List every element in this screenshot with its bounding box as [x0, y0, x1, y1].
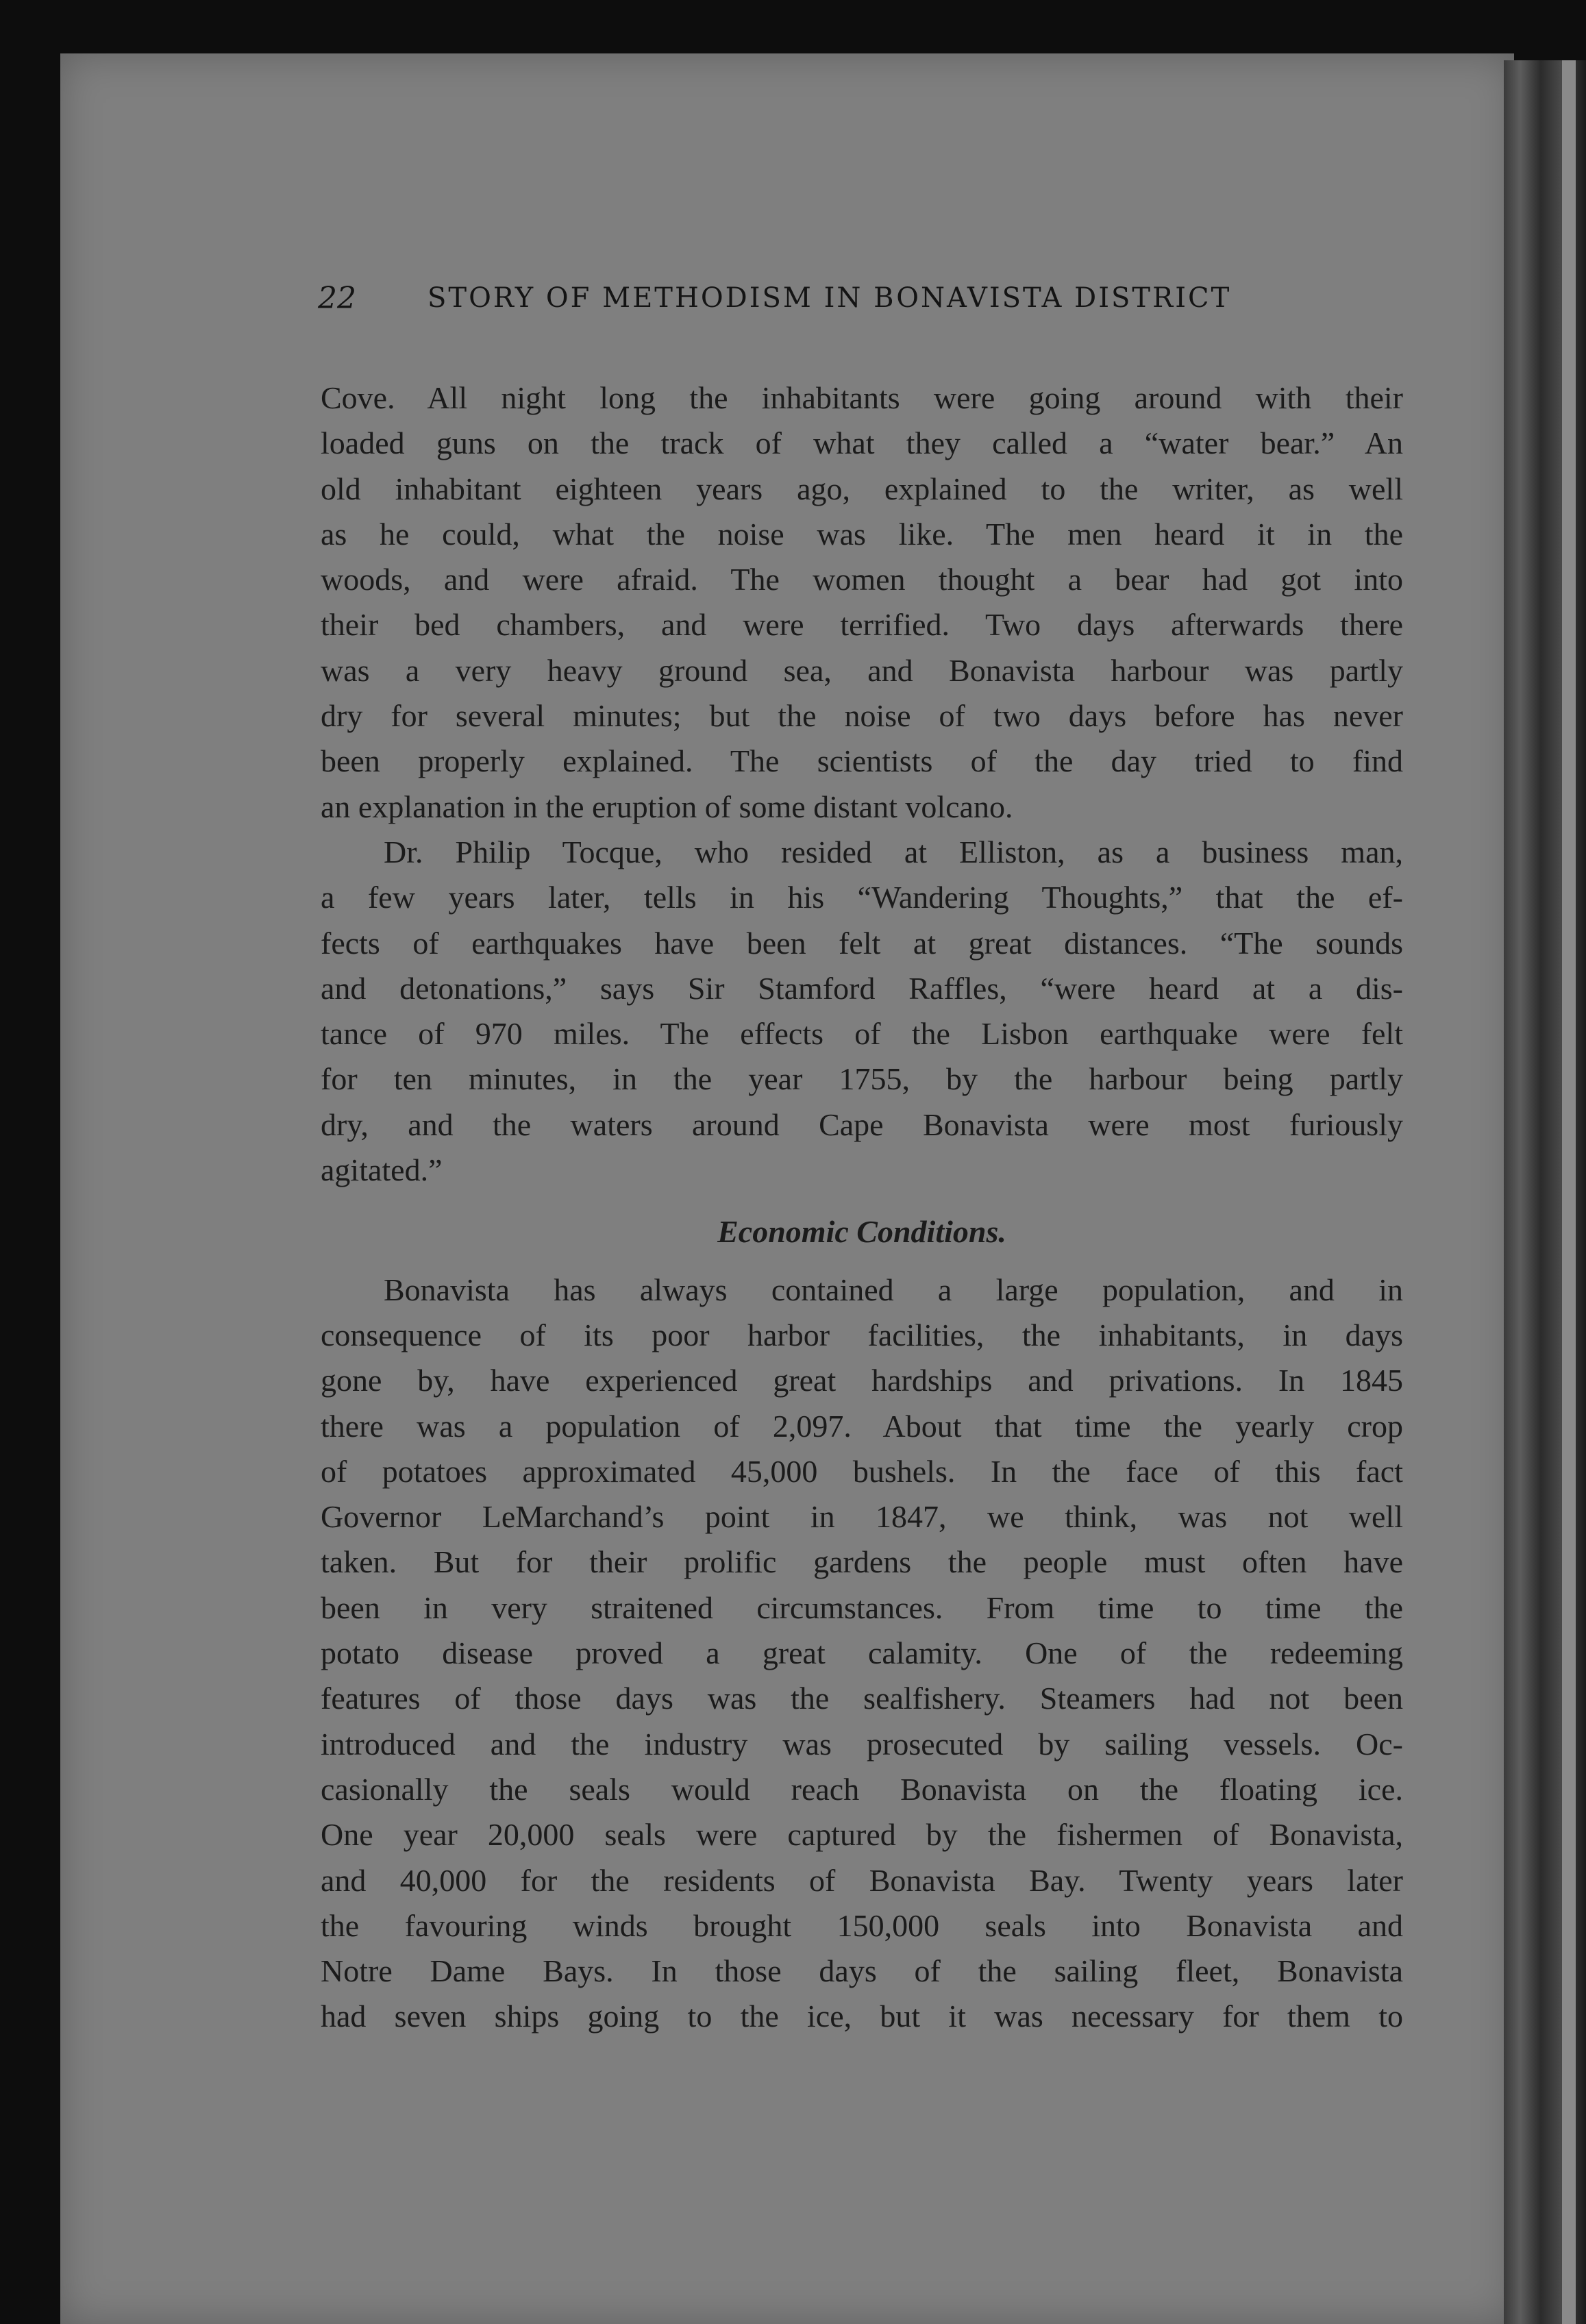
text-line: consequence of its poor harbor facilities, the inhabitants, in days — [321, 1317, 1403, 1352]
text-line: introduced and the industry was prosecuted by sailing vessels. Oc- — [321, 1726, 1403, 1761]
text-line: been in very straitened circumstances. From time to time the — [321, 1590, 1403, 1625]
text-line: and detonations,” says Sir Stamford Raffles, “were heard at a dis- — [321, 970, 1403, 1006]
body-text — [321, 375, 1403, 2040]
page-number: 22 — [318, 281, 356, 316]
text-line: gone by, have experienced great hardships and privations. In 1845 — [321, 1363, 1403, 1398]
text-line: and 40,000 for the residents of Bonavista Bay. Twenty years later — [321, 1862, 1403, 1898]
text-line: potato disease proved a great calamity. One of the redeeming — [321, 1635, 1403, 1671]
text-line: Notre Dame Bays. In those days of the sailing fleet, Bonavista — [321, 1953, 1403, 1989]
text-line: their bed chambers, and were terrified. Two days afterwards there — [321, 607, 1403, 643]
paragraph — [321, 1268, 1403, 2040]
text-line: casionally the seals would reach Bonavista on the floating ice. — [321, 1771, 1403, 1807]
paragraph — [321, 830, 1403, 1193]
text-line: the favouring winds brought 150,000 seals into Bonavista and — [321, 1907, 1403, 1943]
text-line: Cove. All night long the inhabitants were going around with their — [321, 380, 1403, 415]
text-line: Bonavista has always contained a large population, and in — [384, 1272, 1403, 1307]
text-line: been properly explained. The scientists of the day tried to find — [321, 743, 1403, 779]
text-line: fects of earthquakes have been felt at great distances. “The sounds — [321, 925, 1403, 961]
page-header — [318, 281, 1291, 322]
page-edge — [1562, 60, 1576, 2324]
running-head: STORY OF METHODISM IN BONAVISTA DISTRICT — [428, 282, 1232, 314]
section-heading: Economic Conditions. — [717, 1214, 1006, 1250]
text-line: features of those days was the sealfishery. Steamers had not been — [321, 1681, 1403, 1716]
paragraph — [321, 375, 1403, 830]
text-line: as he could, what the noise was like. The men heard it in the — [321, 516, 1403, 552]
text-line: loaded guns on the track of what they called a “water bear.” An — [321, 425, 1403, 461]
text-line: was a very heavy ground sea, and Bonavista harbour was partly — [321, 652, 1403, 688]
text-line: taken. But for their prolific gardens the people must often have — [321, 1544, 1403, 1580]
text-line: for ten minutes, in the year 1755, by the harbour being partly — [321, 1061, 1403, 1097]
text-line: Dr. Philip Tocque, who resided at Elliston, as a business man, — [384, 834, 1403, 869]
text-line: dry for several minutes; but the noise of two days before has never — [321, 698, 1403, 734]
text-line: agitated.” — [321, 1152, 443, 1188]
text-line: tance of 970 miles. The effects of the Lisbon earthquake were felt — [321, 1016, 1403, 1052]
text-line: old inhabitant eighteen years ago, explained to the writer, as well — [321, 471, 1403, 506]
text-line: dry, and the waters around Cape Bonavista were most furiously — [321, 1107, 1403, 1142]
text-line: woods, and were afraid. The women thought a bear had got into — [321, 562, 1403, 597]
text-line: there was a population of 2,097. About that time the yearly crop — [321, 1408, 1403, 1444]
text-line: had seven ships going to the ice, but it was necessary for them to — [321, 1999, 1403, 2034]
text-line: a few years later, tells in his “Wandering Thoughts,” that the ef- — [321, 880, 1403, 915]
text-line: One year 20,000 seals were captured by the fishermen of Bonavista, — [321, 1817, 1403, 1853]
text-line: of potatoes approximated 45,000 bushels. In the face of this fact — [321, 1453, 1403, 1489]
text-line: Governor LeMarchand’s point in 1847, we think, was not well — [321, 1499, 1403, 1535]
text-line: an explanation in the eruption of some distant volcano. — [321, 789, 1013, 824]
